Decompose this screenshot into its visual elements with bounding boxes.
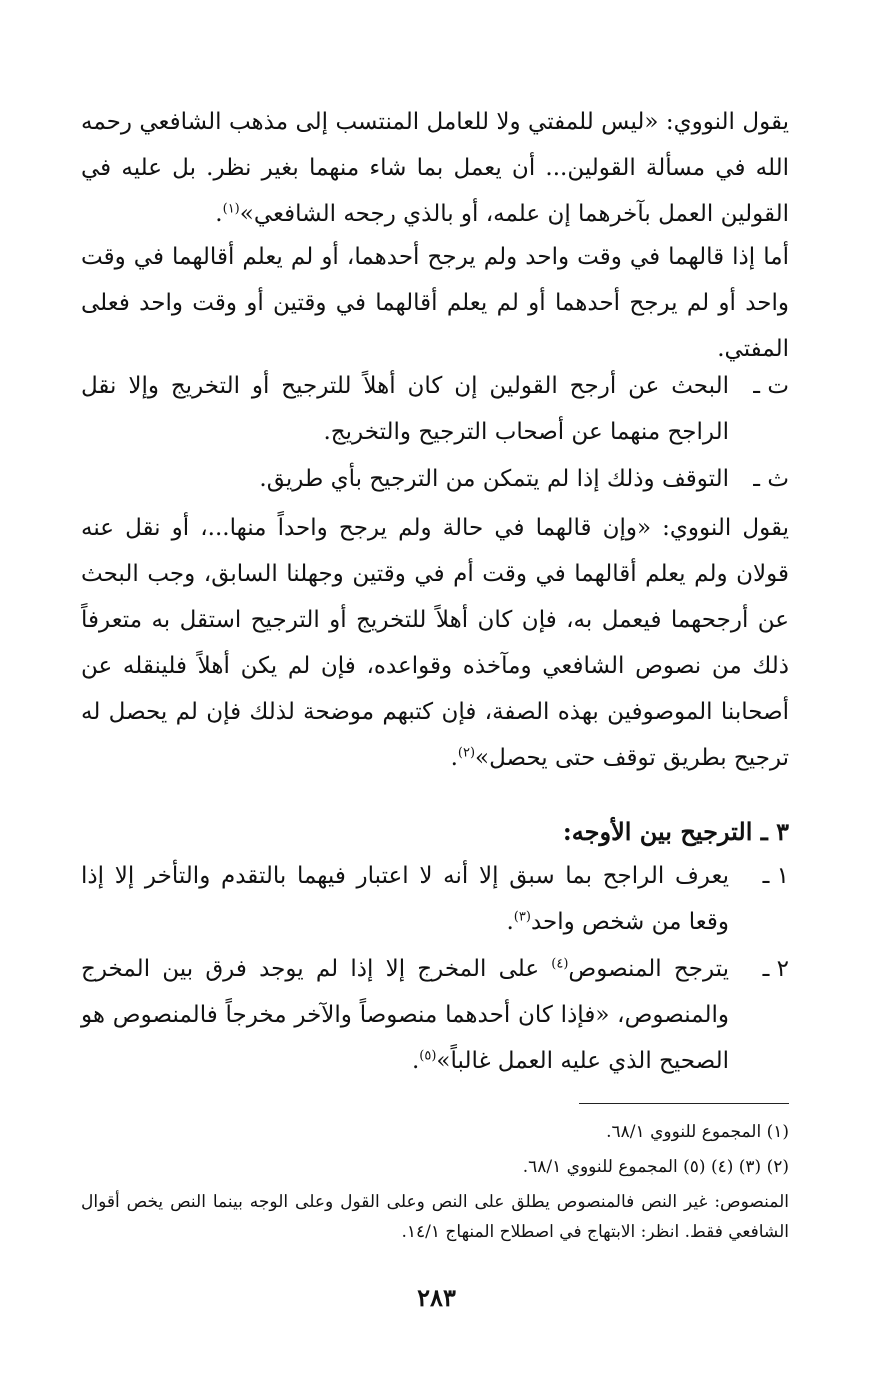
list-marker-tha: ث ـ xyxy=(753,466,789,492)
item-end: . xyxy=(506,909,514,935)
footnote-ref-1: (١) xyxy=(222,201,240,217)
list-item-text xyxy=(81,853,729,945)
list-marker-ta: ت ـ xyxy=(753,373,789,399)
footnote-ref-3: (٣) xyxy=(513,909,531,925)
item-text-b: على المخرج إلا إذا لم يوجد فرق بين المخرج والمنصوص، «فإذا كان أحدهما منصوصاً والآخر مخرجاً فالمنصوص هو الصحيح الذي عليه العمل غالباً» xyxy=(81,956,729,1074)
footnote-3: المنصوص: غير النص فالمنصوص يطلق على النص وعلى القول وعلى الوجه بينما النص يخص أقوال الشافعي فقط. انظر: الابتهاج في اصطلاح المنهاج ١٤/١. xyxy=(81,1192,789,1242)
item-end: . xyxy=(411,1048,420,1074)
paragraph-end: . xyxy=(215,201,223,227)
item-text-a: يترجح المنصوص xyxy=(568,956,729,982)
paragraph-text: يقول النووي: «ليس للمفتي ولا للعامل المنتسب إلى مذهب الشافعي رحمه الله في مسألة القولين... أن يعمل بما شاء منهما بغير نظر. بل عليه في القولين العمل بآخرهما إن علمه، أو بالذي رجحه الشافعي» xyxy=(81,109,789,227)
list-item-text: البحث عن أرجح القولين إن كان أهلاً للترجيح أو التخريج وإلا نقل الراجح منهما عن أصحاب الترجيح والتخريج. xyxy=(81,373,729,445)
page-number: ٢٨٣ xyxy=(417,1283,456,1312)
list-marker-1: ١ ـ xyxy=(762,863,789,889)
list-marker-2: ٢ ـ xyxy=(762,956,789,982)
paragraph-text: يقول النووي: «وإن قالهما في حالة ولم يرجح واحداً منها...، أو نقل عنه قولان ولم يعلم أقالهما في وقت أم في وقتين وجهلنا السابق، وجب البحث عن أرجحهما فيعمل به، فإن كان أهلاً للتخريج أو الترجيح استقل به متعرفاً ذلك من نصوص الشافعي ومآخذه وقواعده، فإن لم يكن أهلاً فلينقله عن أصحابنا الموصوفين بهذه الصفة، فإن كتبهم موضحة لذلك فإن لم يحصل له ترجيح بطريق توقف حتى يحصل» xyxy=(81,515,789,771)
list-item-tha xyxy=(81,456,789,502)
list-item-2 xyxy=(81,946,789,1084)
footnote-1: (١) المجموع للنووي ٦٨/١. xyxy=(606,1122,789,1142)
paragraph-end: . xyxy=(450,745,458,771)
footnote-2: (٢) (٣) (٤) (٥) المجموع للنووي ٦٨/١. xyxy=(522,1157,789,1177)
list-item-text: التوقف وذلك إذا لم يتمكن من الترجيح بأي طريق. xyxy=(259,466,729,492)
footnote-ref-5: (٥) xyxy=(419,1048,437,1064)
footnote-ref-2: (٢) xyxy=(457,745,476,761)
list-item-text xyxy=(81,946,729,1084)
paragraph-nawawi-quote-2 xyxy=(81,505,789,781)
paragraph-same-time: أما إذا قالهما في وقت واحد ولم يرجح أحدهما، أو لم يعلم أقالهما في وقت واحد أو لم يرجح أحدهما أو لم يعلم أقالهما في وقتين أو وقت واحد فعلى المفتي. xyxy=(81,244,789,362)
item-text: يعرف الراجح بما سبق إلا أنه لا اعتبار فيهما بالتقدم والتأخر إلا إذا وقعا من شخص واحد xyxy=(81,863,729,935)
footnote-ref-4: (٤) xyxy=(551,956,569,972)
paragraph-nawawi-quote-1 xyxy=(81,99,789,237)
footnote-separator xyxy=(579,1103,789,1104)
list-item-ta xyxy=(81,363,789,455)
section-heading-3: ٣ ـ الترجيح بين الأوجه: xyxy=(562,817,789,846)
list-item-1 xyxy=(81,853,789,945)
